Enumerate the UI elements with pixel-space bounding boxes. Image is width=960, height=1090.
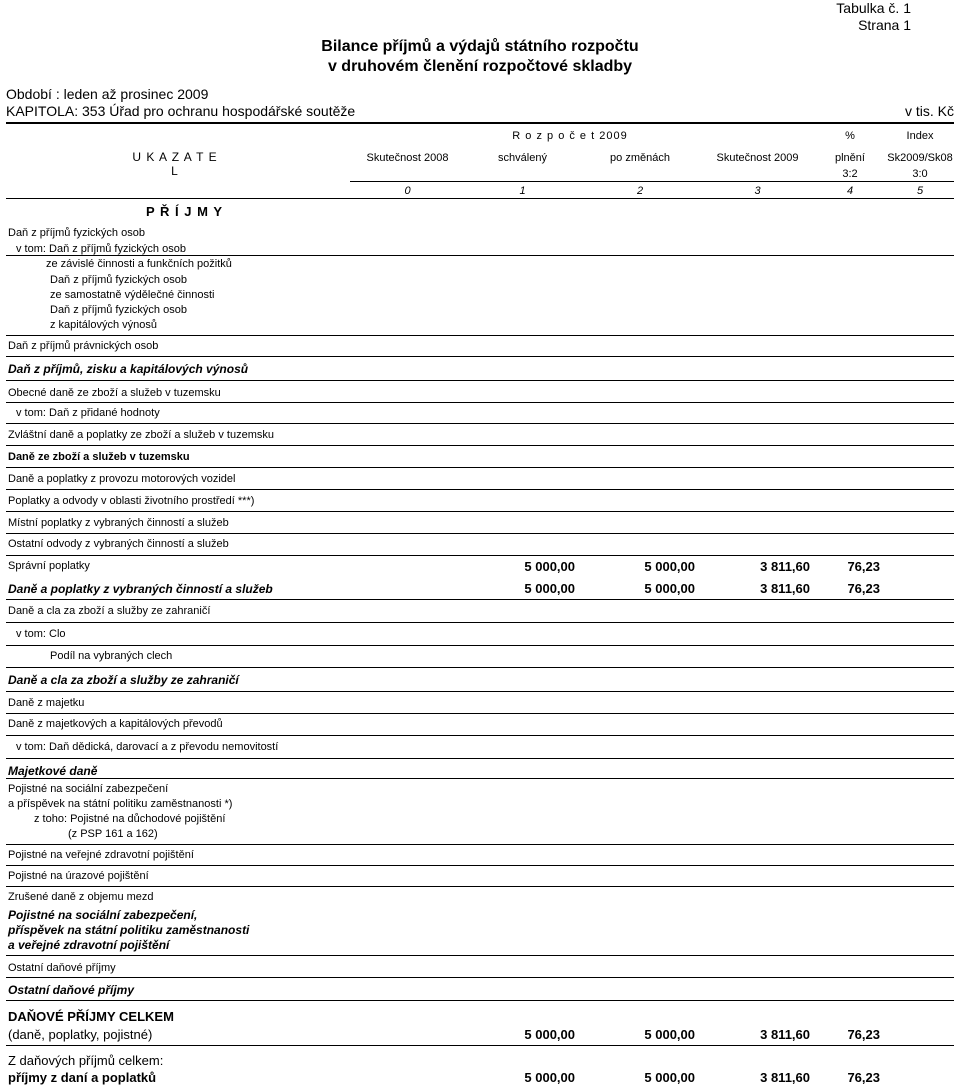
cell-actual-2009: 3 811,60 (760, 581, 810, 596)
col-number-line (350, 181, 954, 182)
row-label: Ostatní daňové příjmy (8, 983, 135, 997)
row-divider (6, 977, 954, 978)
row-label: v tom: Clo (16, 628, 66, 640)
row-divider (6, 844, 954, 845)
col-fulfilment: plnění (835, 152, 865, 164)
table-top-border (6, 122, 954, 124)
row-divider (6, 335, 954, 336)
row-divider (6, 758, 954, 759)
row-label: Pojistné na sociální zabezpečení, (8, 908, 198, 922)
period-label: Období : leden až prosinec 2009 (6, 86, 209, 102)
row-divider (6, 467, 954, 468)
header-bottom-line (6, 198, 954, 199)
row-divider (6, 645, 954, 646)
cell-fulfilment: 76,23 (847, 581, 880, 596)
report-title: Bilance příjmů a výdajů státního rozpočtu (321, 38, 639, 55)
row-divider (6, 599, 954, 600)
row-label: Daně z majetku (8, 697, 85, 709)
row-label: Daně ze zboží a služeb v tuzemsku (8, 451, 190, 463)
row-label: Obecné daně ze zboží a služeb v tuzemsku (8, 387, 221, 399)
col-num-0: 0 (404, 185, 411, 197)
col-index: Index (906, 130, 934, 142)
report-subtitle: v druhovém členění rozpočtové skladby (327, 58, 633, 75)
cell-after-changes: 5 000,00 (644, 581, 695, 596)
page-number: Strana 1 (858, 17, 911, 33)
cell-approved: 5 000,00 (524, 1070, 575, 1085)
row-divider (6, 423, 954, 424)
cell-after-changes: 5 000,00 (644, 1027, 695, 1042)
row-label: Zvláštní daně a poplatky ze zboží a služeb v tuzemsku (8, 429, 274, 441)
row-label: Majetkové daně (8, 764, 98, 778)
row-divider (6, 886, 954, 887)
col-num-1: 1 (519, 185, 526, 197)
row-divider (6, 511, 954, 512)
row-label: (daně, poplatky, pojistné) (8, 1027, 153, 1042)
row-label: Ostatní odvody z vybraných činností a služeb (8, 538, 229, 550)
row-label: v tom: Daň z přidané hodnoty (16, 407, 160, 419)
row-label: z toho: Pojistné na důchodové pojištění (34, 813, 226, 825)
row-label: v tom: Daň z příjmů fyzických osob (16, 243, 186, 255)
row-label: Daně a poplatky z provozu motorových vozidel (8, 473, 236, 485)
row-label: Z daňových příjmů celkem: (8, 1053, 164, 1068)
row-label: Místní poplatky z vybraných činností a služeb (8, 517, 229, 529)
table-number: Tabulka č. 1 (836, 0, 911, 16)
row-label: Poplatky a odvody v oblasti životního prostředí ***) (8, 495, 255, 507)
units-label: v tis. Kč (904, 103, 954, 119)
row-label: Daně a poplatky z vybraných činností a služeb (8, 582, 273, 596)
col-actual-2009: Skutečnost 2009 (716, 152, 799, 164)
row-divider (6, 713, 954, 714)
row-label: Podíl na vybraných clech (50, 650, 173, 662)
row-label: Správní poplatky (8, 560, 90, 572)
row-label: Pojistné na úrazové pojištění (8, 870, 149, 882)
row-label: Daň z příjmů fyzických osob (8, 227, 145, 239)
row-label: a veřejné zdravotní pojištění (8, 938, 170, 952)
cell-fulfilment: 76,23 (847, 1027, 880, 1042)
row-label: Daně a cla za zboží a služby ze zahraničí (8, 605, 211, 617)
row-label: v tom: Daň dědická, darovací a z převodu nemovitostí (16, 741, 279, 753)
row-divider (6, 1000, 954, 1001)
row-label: Pojistné na sociální zabezpečení (8, 783, 169, 795)
row-divider (6, 555, 954, 556)
cell-after-changes: 5 000,00 (644, 1070, 695, 1085)
col-after-changes: po změnách (610, 152, 670, 164)
row-divider (6, 865, 954, 866)
cell-approved: 5 000,00 (524, 1027, 575, 1042)
row-label: Daň z příjmů právnických osob (8, 340, 159, 352)
row-divider (6, 356, 954, 357)
row-label: Daně z majetkových a kapitálových převodů (8, 718, 223, 730)
cell-actual-2009: 3 811,60 (760, 1070, 810, 1085)
row-divider (6, 778, 954, 779)
row-divider (6, 489, 954, 490)
col-num-3: 3 (754, 185, 761, 197)
row-label: Ostatní daňové příjmy (8, 962, 116, 974)
col-actual-2008: Skutečnost 2008 (366, 152, 449, 164)
row-label: a příspěvek na státní politiku zaměstnanosti *) (8, 798, 233, 810)
cell-actual-2009: 3 811,60 (760, 559, 810, 574)
cell-actual-2009: 3 811,60 (760, 1027, 810, 1042)
cell-after-changes: 5 000,00 (644, 559, 695, 574)
row-label: příjmy z daní a poplatků (8, 1070, 157, 1085)
row-label: Daně a cla za zboží a služby ze zahraničí (8, 673, 239, 687)
cell-approved: 5 000,00 (524, 581, 575, 596)
row-label: Daň z příjmů, zisku a kapitálových výnosů (8, 362, 249, 376)
col-pct: % (845, 130, 855, 142)
row-divider (6, 533, 954, 534)
row-label: Daň z příjmů fyzických osob (50, 304, 187, 316)
row-label: z kapitálových výnosů (50, 319, 157, 331)
col-approved: schválený (498, 152, 547, 164)
cell-fulfilment: 76,23 (847, 559, 880, 574)
row-label: Daň z příjmů fyzických osob (50, 274, 187, 286)
row-divider (6, 380, 954, 381)
row-label: příspěvek na státní politiku zaměstnanosti (8, 923, 250, 937)
row-divider (6, 955, 954, 956)
col-index-ratio: 3:0 (912, 168, 928, 180)
row-label: Pojistné na veřejné zdravotní pojištění (8, 849, 194, 861)
row-label: (z PSP 161 a 162) (68, 828, 158, 840)
row-divider (6, 402, 954, 403)
row-label: Zrušené daně z objemu mezd (8, 891, 154, 903)
row-divider (6, 691, 954, 692)
col-num-2: 2 (636, 185, 644, 197)
col-budget-group: R o z p o č e t 2009 (512, 130, 628, 142)
col-indicator: U K A Z A T E L (132, 150, 218, 178)
row-divider (6, 445, 954, 446)
col-fulfilment-ratio: 3:2 (842, 168, 858, 180)
row-divider (6, 1045, 954, 1046)
row-divider (6, 255, 954, 256)
cell-approved: 5 000,00 (524, 559, 575, 574)
section-title: P Ř Í J M Y (146, 204, 223, 219)
col-num-5: 5 (916, 185, 924, 197)
col-num-4: 4 (846, 185, 854, 197)
row-label: ze závislé činnosti a funkčních požitků (46, 258, 232, 270)
row-divider (6, 622, 954, 623)
chapter-label: KAPITOLA: 353 Úřad pro ochranu hospodářské soutěže (6, 103, 356, 119)
row-label: ze samostatně výdělečné činnosti (50, 289, 215, 301)
row-label: DAŇOVÉ PŘÍJMY CELKEM (8, 1009, 174, 1024)
col-index-label: Sk2009/Sk08 (887, 152, 953, 164)
row-divider (6, 735, 954, 736)
cell-fulfilment: 76,23 (847, 1070, 880, 1085)
row-divider (6, 667, 954, 668)
